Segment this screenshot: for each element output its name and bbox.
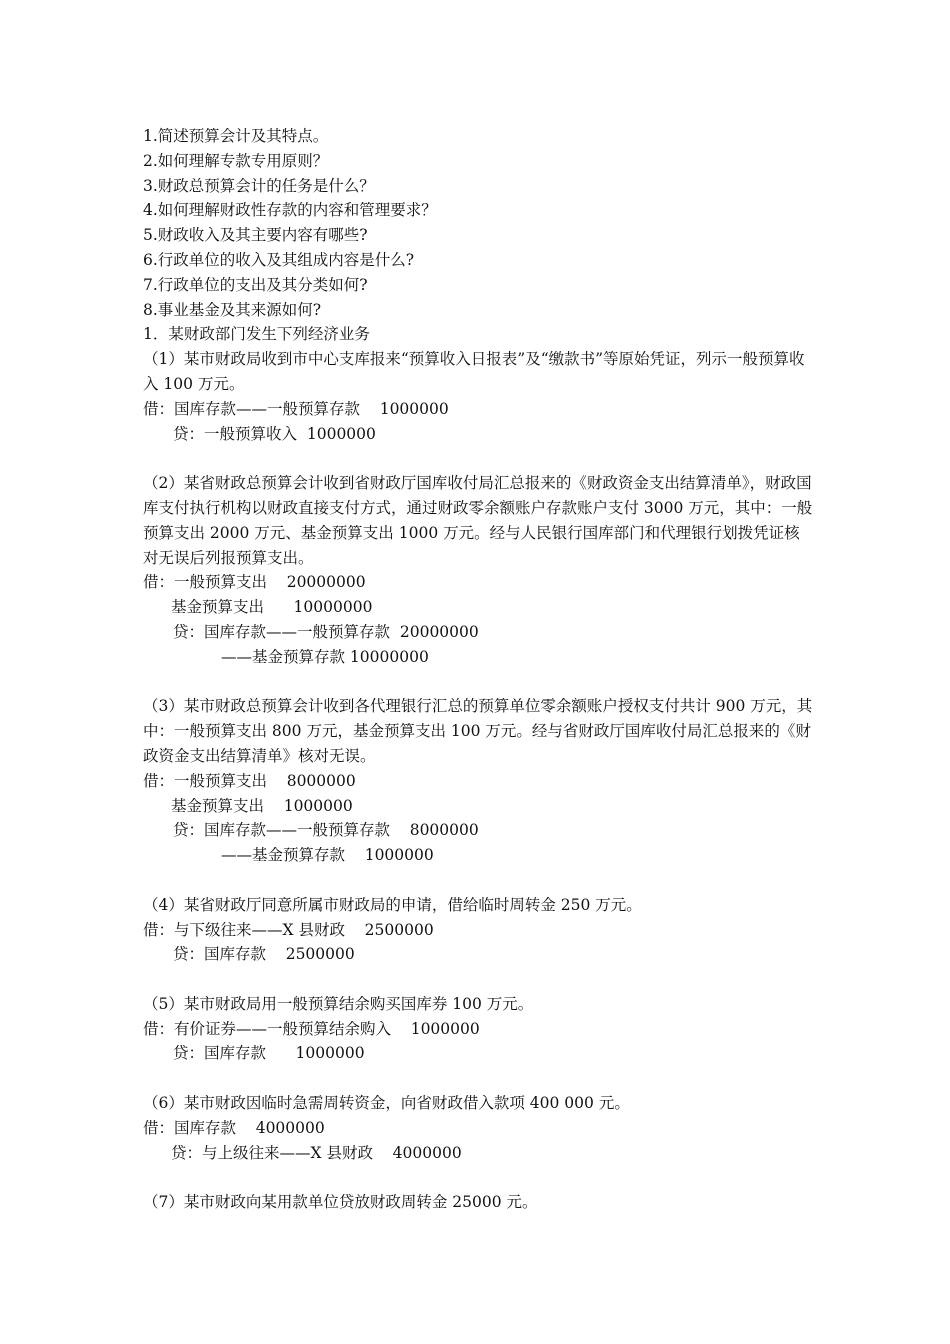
spacer <box>143 1066 813 1091</box>
spacer <box>143 967 813 992</box>
item-2-debit-entry-2: 基金预算支出 10000000 <box>171 598 373 617</box>
question-5: 5.财政收入及其主要内容有哪些? <box>143 226 368 245</box>
item-6-debit-entry: 借：国库存款 4000000 <box>143 1118 325 1137</box>
item-1-debit-entry: 借：国库存款——一般预算存款 1000000 <box>143 399 449 418</box>
item-2-description: （2）某省财政总预算会计收到省财政厅国库收付局汇总报来的《财政资金支出结算清单》，财政国库支付执行机构以财政直接支付方式，通过财政零余额账户存款账户支付 3000 万元，其中：一般预算支出 2000 万元、基金预算支出 1000 万元。经与人民银行国库部门和代理银行划拨凭证核对无误后列报预算支出。 <box>143 474 813 567</box>
item-4-debit-entry: 借：与下级往来——X 县财政 2500000 <box>143 920 434 939</box>
item-2-credit-entry-2: ——基金预算存款 10000000 <box>221 647 429 666</box>
item-5-credit-entry: 贷：国库存款 1000000 <box>173 1044 365 1063</box>
item-2-debit-entry: 借：一般预算支出 20000000 <box>143 573 366 592</box>
question-1: 1.简述预算会计及其特点。 <box>143 127 329 145</box>
item-4-description: （4）某省财政厅同意所属市财政局的申请，借给临时周转金 250 万元。 <box>143 895 642 914</box>
exercise-title: 1．某财政部门发生下列经济业务 <box>143 325 370 344</box>
item-1-credit-entry: 贷：一般预算收入 1000000 <box>173 424 376 443</box>
item-5-debit-entry: 借：有价证券——一般预算结余购入 1000000 <box>143 1019 480 1038</box>
item-7-description: （7）某市财政向某用款单位贷放财政周转金 25000 元。 <box>143 1193 538 1212</box>
question-8: 8.事业基金及其来源如何? <box>143 300 322 319</box>
item-3-debit-entry-2: 基金预算支出 1000000 <box>171 796 353 815</box>
question-2: 2.如何理解专款专用原则？ <box>143 151 329 170</box>
item-3-credit-entry: 贷：国库存款——一般预算存款 8000000 <box>173 821 479 840</box>
spacer <box>143 446 813 471</box>
spacer <box>143 1165 813 1190</box>
item-4-credit-entry: 贷：国库存款 2500000 <box>173 945 355 964</box>
spacer <box>143 868 813 893</box>
item-3-credit-entry-2: ——基金预算存款 1000000 <box>221 846 434 865</box>
question-3: 3.财政总预算会计的任务是什么？ <box>143 176 375 195</box>
spacer <box>143 670 813 695</box>
document-body <box>143 124 813 1215</box>
item-1-description: （1）某市财政局收到市中心支库报来“预算收入日报表”及“缴款书”等原始凭证，列示一般预算收入 100 万元。 <box>143 350 805 393</box>
question-7: 7.行政单位的支出及其分类如何? <box>143 275 368 294</box>
item-5-description: （5）某市财政局用一般预算结余购买国库券 100 万元。 <box>143 994 534 1013</box>
item-3-debit-entry: 借：一般预算支出 8000000 <box>143 771 356 790</box>
item-6-description: （6）某市财政因临时急需周转资金，向省财政借入款项 400 000 元。 <box>143 1094 630 1113</box>
item-6-credit-entry: 贷：与上级往来——X 县财政 4000000 <box>171 1143 462 1162</box>
question-6: 6.行政单位的收入及其组成内容是什么? <box>143 250 415 269</box>
item-2-credit-entry: 贷：国库存款——一般预算存款 20000000 <box>173 622 479 641</box>
question-4: 4.如何理解财政性存款的内容和管理要求？ <box>143 201 437 220</box>
item-3-description: （3）某市财政总预算会计收到各代理银行汇总的预算单位零余额账户授权支付共计 900 万元，其中：一般预算支出 800 万元，基金预算支出 100 万元。经与省财政厅国库收付局汇总报来的《财政资金支出结算清单》核对无误。 <box>143 697 813 765</box>
